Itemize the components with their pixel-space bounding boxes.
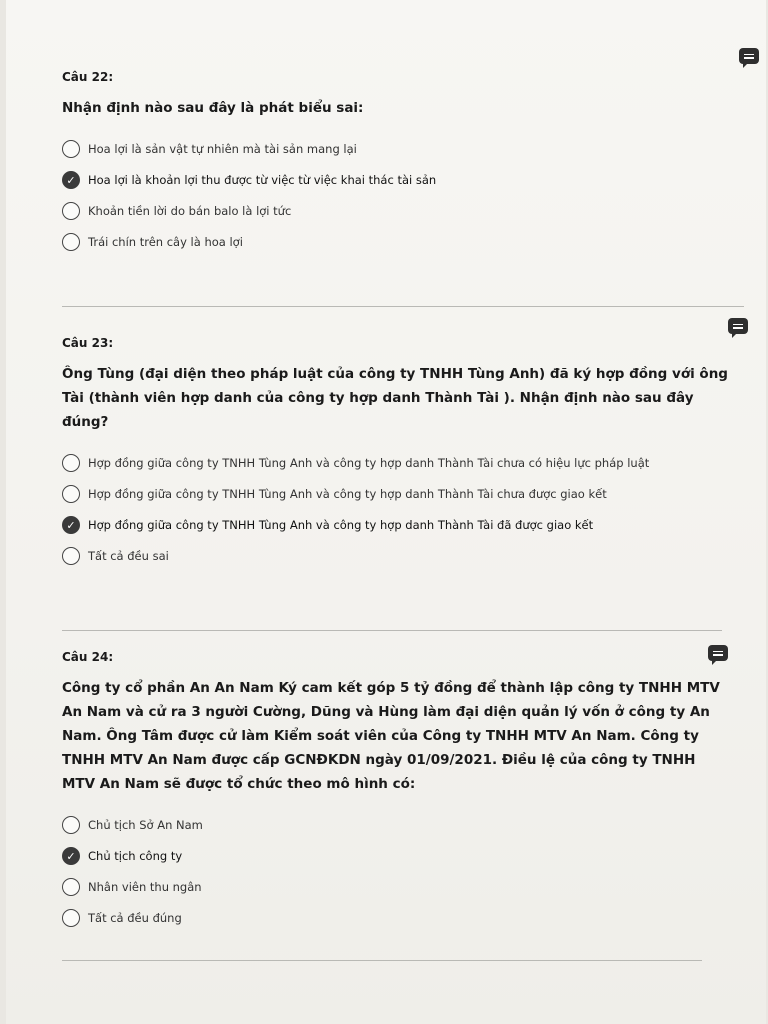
question-22: [62, 70, 732, 264]
answer-option[interactable]: [62, 878, 732, 896]
radio-button[interactable]: [62, 454, 80, 472]
answer-option-label: Chủ tịch Sở An Nam: [88, 818, 203, 832]
option-list: [62, 816, 732, 927]
answer-option-label: Tất cả đều đúng: [88, 911, 182, 925]
answer-option-label: Hoa lợi là khoản lợi thu được từ việc từ việc khai thác tài sản: [88, 173, 437, 187]
radio-button[interactable]: [62, 878, 80, 896]
option-list: [62, 454, 732, 565]
answer-option[interactable]: [62, 454, 732, 472]
answer-option-label: Hợp đồng giữa công ty TNHH Tùng Anh và công ty hợp danh Thành Tài chưa có hiệu lực pháp luật: [88, 456, 650, 470]
question-24: [62, 650, 732, 940]
comment-icon[interactable]: [728, 318, 748, 334]
answer-option-label: Chủ tịch công ty: [88, 849, 183, 863]
answer-option-label: Nhân viên thu ngân: [88, 880, 202, 894]
question-text: Công ty cổ phần An An Nam Ký cam kết góp 5 tỷ đồng để thành lập công ty TNHH MTV An Nam và cử ra 3 người Cường, Dũng và Hùng làm đại diện quản lý vốn ở công ty An Nam. Ông Tâm được cử làm Kiểm soát viên của Công ty TNHH MTV An Nam. Công ty TNHH MTV An Nam được cấp GCNĐKDN ngày 01/09/2021. Điều lệ của công ty TNHH MTV An Nam sẽ được tổ chức theo mô hình có:: [62, 680, 720, 792]
answer-option-label: Hợp đồng giữa công ty TNHH Tùng Anh và công ty hợp danh Thành Tài chưa được giao kết: [88, 487, 607, 501]
question-number: Câu 22:: [62, 70, 114, 84]
question-text: Ông Tùng (đại diện theo pháp luật của công ty TNHH Tùng Anh) đã ký hợp đồng với ông Tài (thành viên hợp danh của công ty hợp danh Thành Tài ). Nhận định nào sau đây đúng?: [62, 366, 728, 430]
radio-button-checked[interactable]: [62, 516, 80, 534]
answer-option-label: Khoản tiền lời do bán balo là lợi tức: [88, 204, 292, 218]
question-number: Câu 24:: [62, 650, 114, 664]
answer-option-label: Hợp đồng giữa công ty TNHH Tùng Anh và công ty hợp danh Thành Tài đã được giao kết: [88, 518, 594, 532]
answer-option-label: Trái chín trên cây là hoa lợi: [88, 235, 243, 249]
answer-option[interactable]: [62, 847, 732, 865]
answer-option-label: Hoa lợi là sản vật tự nhiên mà tài sản mang lại: [88, 142, 357, 156]
question-23: [62, 336, 732, 578]
answer-option[interactable]: [62, 516, 732, 534]
radio-button[interactable]: [62, 909, 80, 927]
answer-option[interactable]: [62, 140, 732, 158]
radio-button-checked[interactable]: [62, 171, 80, 189]
radio-button[interactable]: [62, 547, 80, 565]
option-list: [62, 140, 732, 251]
question-text: Nhận định nào sau đây là phát biểu sai:: [62, 100, 364, 116]
radio-button[interactable]: [62, 140, 80, 158]
comment-icon[interactable]: [708, 645, 728, 661]
answer-option[interactable]: [62, 816, 732, 834]
answer-option[interactable]: [62, 171, 732, 189]
radio-button-checked[interactable]: [62, 847, 80, 865]
answer-option[interactable]: [62, 485, 732, 503]
divider: [62, 306, 744, 307]
answer-option[interactable]: [62, 547, 732, 565]
answer-option[interactable]: [62, 909, 732, 927]
question-number: Câu 23:: [62, 336, 114, 350]
answer-option[interactable]: [62, 233, 732, 251]
divider: [62, 630, 722, 631]
answer-option-label: Tất cả đều sai: [88, 549, 169, 563]
check-icon: ✓: [66, 849, 76, 863]
radio-button[interactable]: [62, 233, 80, 251]
check-icon: ✓: [66, 173, 76, 187]
check-icon: ✓: [66, 518, 76, 532]
answer-option[interactable]: [62, 202, 732, 220]
divider: [62, 960, 702, 961]
radio-button[interactable]: [62, 202, 80, 220]
radio-button[interactable]: [62, 485, 80, 503]
radio-button[interactable]: [62, 816, 80, 834]
comment-icon[interactable]: [739, 48, 759, 64]
